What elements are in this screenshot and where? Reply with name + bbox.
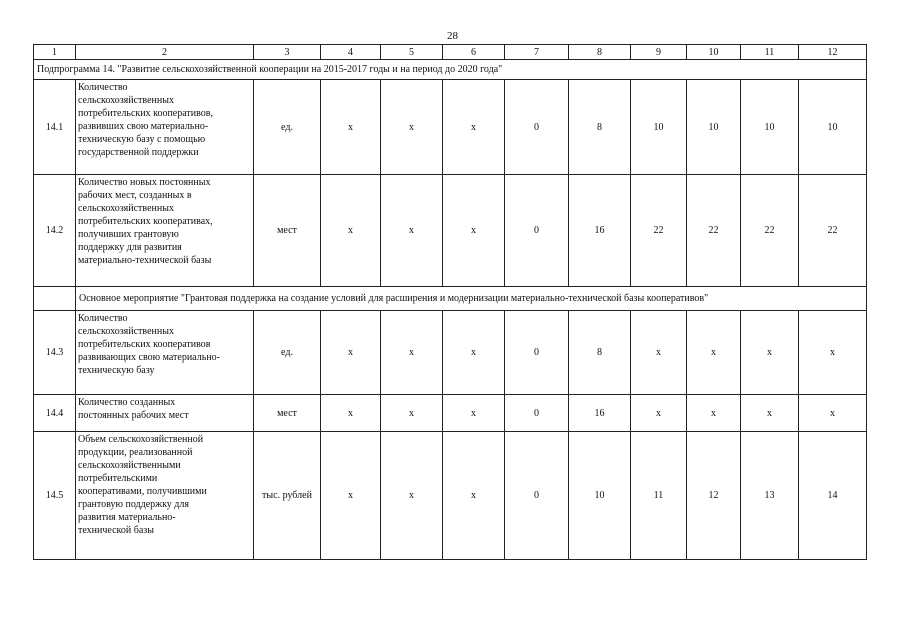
description-line: постоянных рабочих мест xyxy=(78,410,189,421)
value-cell: х xyxy=(321,432,381,560)
value-cell: х xyxy=(443,80,505,175)
value-cell: 13 xyxy=(741,432,799,560)
table-row xyxy=(34,311,867,395)
indicators-table xyxy=(33,44,867,560)
activity-empty-cell xyxy=(34,287,76,311)
description-line: грантовую поддержку для xyxy=(78,499,189,510)
value-cell: х xyxy=(687,395,741,432)
value-cell: 14 xyxy=(799,432,867,560)
value-cell: х xyxy=(631,311,687,395)
value-cell: х xyxy=(741,311,799,395)
column-number: 2 xyxy=(76,45,254,60)
value-cell: 16 xyxy=(569,395,631,432)
description-line: сельскохозяйственных xyxy=(78,95,174,106)
description-line: техническую базу xyxy=(78,365,155,376)
column-number: 4 xyxy=(321,45,381,60)
value-cell: 10 xyxy=(569,432,631,560)
description-line: технической базы xyxy=(78,525,154,536)
value-cell: 22 xyxy=(799,175,867,287)
value-cell: 0 xyxy=(505,80,569,175)
value-cell: 16 xyxy=(569,175,631,287)
value-cell: х xyxy=(687,311,741,395)
unit-cell: мест xyxy=(254,175,321,287)
value-cell: х xyxy=(443,175,505,287)
description-line: получивших грантовую xyxy=(78,229,179,240)
description-line: государственной поддержки xyxy=(78,147,199,158)
description-line: сельскохозяйственных xyxy=(78,203,174,214)
value-cell: 10 xyxy=(799,80,867,175)
value-cell: 0 xyxy=(505,395,569,432)
column-number: 7 xyxy=(505,45,569,60)
value-cell: 22 xyxy=(687,175,741,287)
description-line: материально-технической базы xyxy=(78,255,212,266)
value-cell: 8 xyxy=(569,80,631,175)
activity-row xyxy=(34,287,867,311)
description-line: Количество созданных xyxy=(78,397,176,408)
column-number: 5 xyxy=(381,45,443,60)
value-cell: х xyxy=(321,175,381,287)
description-line: техническую базу с помощью xyxy=(78,134,206,145)
row-id: 14.3 xyxy=(34,311,76,395)
description-line: развивающих свою материально- xyxy=(78,352,220,363)
row-id: 14.2 xyxy=(34,175,76,287)
description-line: сельскохозяйственными xyxy=(78,460,181,471)
description-line: Количество новых постоянных xyxy=(78,177,211,188)
value-cell: 10 xyxy=(631,80,687,175)
subprogram-row xyxy=(34,60,867,80)
description-line: потребительских кооперативов xyxy=(78,339,211,350)
value-cell: 12 xyxy=(687,432,741,560)
value-cell: 0 xyxy=(505,175,569,287)
description-line: Количество xyxy=(78,313,128,324)
indicator-description xyxy=(76,80,254,175)
unit-cell: ед. xyxy=(254,80,321,175)
value-cell: х xyxy=(443,311,505,395)
table-row xyxy=(34,432,867,560)
column-number: 1 xyxy=(34,45,76,60)
column-number-row xyxy=(34,45,867,60)
table-row xyxy=(34,80,867,175)
row-id: 14.1 xyxy=(34,80,76,175)
description-line: потребительскими xyxy=(78,473,158,484)
value-cell: х xyxy=(381,432,443,560)
value-cell: 22 xyxy=(631,175,687,287)
column-number: 11 xyxy=(741,45,799,60)
column-number: 8 xyxy=(569,45,631,60)
table-row xyxy=(34,175,867,287)
value-cell: х xyxy=(381,311,443,395)
value-cell: 22 xyxy=(741,175,799,287)
column-number: 10 xyxy=(687,45,741,60)
table-row xyxy=(34,395,867,432)
description-line: кооперативами, получившими xyxy=(78,486,207,497)
activity-title: Основное мероприятие "Грантовая поддержка на создание условий для расширения и модернизации материально-технической базы кооперативов" xyxy=(76,287,867,311)
unit-cell: мест xyxy=(254,395,321,432)
description-line: развития материально- xyxy=(78,512,176,523)
column-number: 3 xyxy=(254,45,321,60)
value-cell: х xyxy=(321,395,381,432)
unit-cell: ед. xyxy=(254,311,321,395)
value-cell: х xyxy=(799,395,867,432)
column-number: 9 xyxy=(631,45,687,60)
value-cell: х xyxy=(631,395,687,432)
description-line: потребительских кооперативов, xyxy=(78,108,214,119)
value-cell: х xyxy=(443,432,505,560)
page-number: 28 xyxy=(447,30,458,42)
value-cell: х xyxy=(799,311,867,395)
description-line: Объем сельскохозяйственной xyxy=(78,434,204,445)
indicator-description xyxy=(76,311,254,395)
description-line: Количество xyxy=(78,82,128,93)
value-cell: 0 xyxy=(505,432,569,560)
value-cell: х xyxy=(443,395,505,432)
unit-cell: тыс. рублей xyxy=(254,432,321,560)
description-line: развивших свою материально- xyxy=(78,121,209,132)
description-line: потребительских кооперативах, xyxy=(78,216,213,227)
description-line: продукции, реализованной xyxy=(78,447,193,458)
value-cell: х xyxy=(321,80,381,175)
indicator-description xyxy=(76,175,254,287)
row-id: 14.5 xyxy=(34,432,76,560)
value-cell: 10 xyxy=(741,80,799,175)
description-line: сельскохозяйственных xyxy=(78,326,174,337)
value-cell: х xyxy=(321,311,381,395)
value-cell: 10 xyxy=(687,80,741,175)
subprogram-title: Подпрограмма 14. "Развитие сельскохозяйственной кооперации на 2015-2017 годы и на период до 2020 года" xyxy=(34,60,867,80)
description-line: рабочих мест, созданных в xyxy=(78,190,192,201)
value-cell: 0 xyxy=(505,311,569,395)
indicator-description xyxy=(76,432,254,560)
indicator-description xyxy=(76,395,254,432)
value-cell: 8 xyxy=(569,311,631,395)
row-id: 14.4 xyxy=(34,395,76,432)
value-cell: х xyxy=(381,175,443,287)
value-cell: х xyxy=(381,80,443,175)
column-number: 12 xyxy=(799,45,867,60)
value-cell: 11 xyxy=(631,432,687,560)
value-cell: х xyxy=(381,395,443,432)
value-cell: х xyxy=(741,395,799,432)
description-line: поддержку для развития xyxy=(78,242,182,253)
column-number: 6 xyxy=(443,45,505,60)
